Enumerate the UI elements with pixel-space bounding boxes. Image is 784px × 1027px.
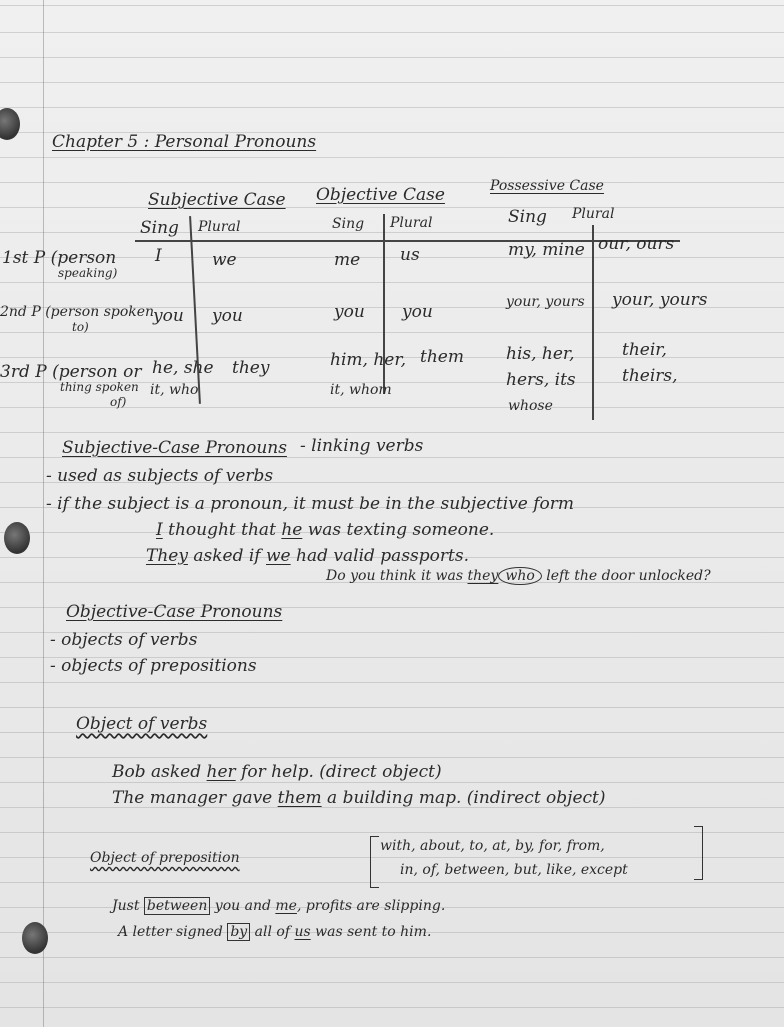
example-sentence: I thought that he was texting someone. xyxy=(156,520,495,540)
cell: I xyxy=(155,246,162,266)
binder-hole xyxy=(4,522,30,554)
bullet-item: - objects of prepositions xyxy=(50,656,257,676)
sing-label: Sing xyxy=(332,216,365,232)
object-of-preposition-heading: Object of preposition xyxy=(90,850,240,866)
cell: it, whom xyxy=(330,382,392,398)
example-sentence: The manager gave them a building map. (indirect object) xyxy=(112,788,606,808)
cell: you xyxy=(334,302,365,322)
cell: our, ours xyxy=(598,234,675,254)
cell: whose xyxy=(508,398,553,414)
cell: hers, its xyxy=(506,370,576,390)
header-possessive: Possessive Case xyxy=(490,178,604,194)
margin-line xyxy=(43,0,44,1027)
table-divider xyxy=(592,225,594,420)
example-sentence: Do you think it was they who left the door unlocked? xyxy=(326,568,711,584)
plural-label: Plural xyxy=(390,215,433,231)
header-objective: Objective Case xyxy=(316,185,445,205)
row-label-sub: of) xyxy=(110,395,127,409)
cell: they xyxy=(232,358,270,378)
example-sentence: They asked if we had valid passports. xyxy=(146,546,469,566)
binder-hole xyxy=(22,922,48,954)
left-bracket xyxy=(370,836,379,888)
cell: you xyxy=(212,306,243,326)
row-label-sub: thing spoken xyxy=(60,380,139,394)
subjective-heading-note: - linking verbs xyxy=(300,436,424,456)
cell: theirs, xyxy=(622,366,678,386)
cell: us xyxy=(400,245,420,265)
preposition-list: in, of, between, but, like, except xyxy=(400,862,628,878)
cell: your, yours xyxy=(506,294,585,310)
example-sentence: Just between you and me, profits are slipping. xyxy=(112,898,446,914)
bullet-item: - used as subjects of verbs xyxy=(46,466,274,486)
binder-hole xyxy=(0,108,20,140)
row-label-sub: speaking) xyxy=(58,266,118,280)
sing-label: Sing xyxy=(508,207,547,227)
row-label: 2nd P (person spoken xyxy=(0,304,155,320)
cell: we xyxy=(212,250,237,270)
cell: their, xyxy=(622,340,667,360)
object-of-verbs-heading: Object of verbs xyxy=(76,714,208,734)
cell: them xyxy=(420,347,464,367)
cell: his, her, xyxy=(506,344,575,364)
bullet-item: - if the subject is a pronoun, it must be in the subjective form xyxy=(46,494,575,514)
right-bracket xyxy=(694,826,703,880)
cell: me xyxy=(334,250,361,270)
header-subjective: Subjective Case xyxy=(148,190,286,210)
cell: he, she xyxy=(152,358,214,378)
cell: you xyxy=(402,302,433,322)
plural-label: Plural xyxy=(198,219,241,235)
cell: my, mine xyxy=(508,240,585,260)
cell: it, who xyxy=(150,382,199,398)
example-sentence: Bob asked her for help. (direct object) xyxy=(112,762,442,782)
objective-heading: Objective-Case Pronouns xyxy=(66,602,283,622)
bullet-item: - objects of verbs xyxy=(50,630,198,650)
cell: your, yours xyxy=(612,290,708,310)
row-label: 1st P (person xyxy=(2,248,117,268)
cell: him, her, xyxy=(330,350,406,370)
example-sentence: A letter signed by all of us was sent to him. xyxy=(118,924,432,940)
subjective-heading: Subjective-Case Pronouns xyxy=(62,438,287,458)
preposition-list: with, about, to, at, by, for, from, xyxy=(380,838,605,854)
row-label: 3rd P (person or xyxy=(0,362,142,382)
sing-label: Sing xyxy=(140,218,179,238)
plural-label: Plural xyxy=(572,206,615,222)
page-title: Chapter 5 : Personal Pronouns xyxy=(52,132,317,152)
cell: you xyxy=(153,306,184,326)
row-label-sub: to) xyxy=(72,320,89,334)
